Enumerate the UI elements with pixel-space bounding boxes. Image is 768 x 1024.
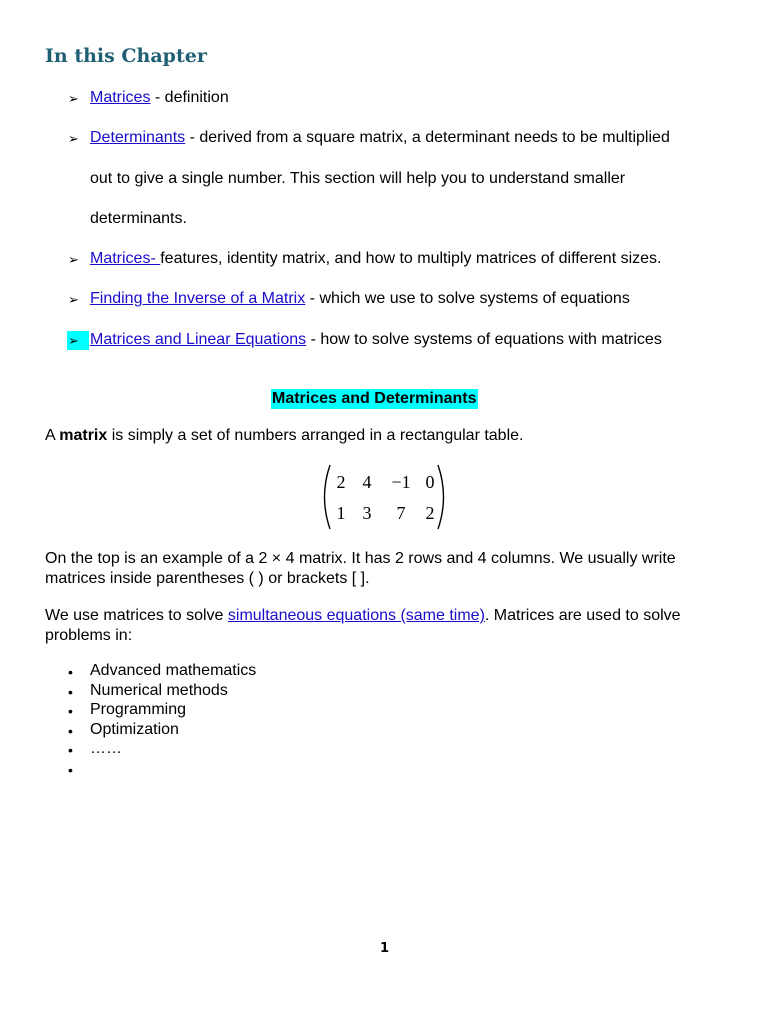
link-determinants[interactable]: Determinants (90, 129, 186, 146)
bullet-icon: • (68, 762, 73, 778)
chapter-item-inverse (90, 290, 630, 308)
chapter-item-matrices (90, 89, 229, 107)
link-linear-equations[interactable]: Matrices and Linear Equations (90, 331, 307, 348)
list-item: Programming (90, 701, 187, 718)
chapter-heading: In this Chapter (45, 45, 207, 67)
item-description: - derived from a square matrix, a determinant needs to be multiplied (185, 129, 670, 146)
link-finding-inverse[interactable]: Finding the Inverse of a Matrix (90, 290, 306, 307)
link-matrices-features[interactable]: Matrices- (90, 250, 161, 267)
intro-text: A (45, 427, 60, 444)
item-description-line-2: out to give a single number. This section will help you to understand smaller (90, 170, 626, 187)
link-matrices[interactable]: Matrices (90, 89, 151, 106)
paragraph-text: . Matrices are used to solve problems in: (45, 607, 681, 644)
bullet-icon: • (68, 723, 73, 739)
arrow-bullet-icon: ➢ (68, 91, 79, 106)
bullet-icon: • (68, 742, 73, 758)
arrow-bullet-icon: ➢ (67, 331, 89, 350)
matrix-cell: 4 (362, 472, 372, 492)
list-item: Advanced mathematics (90, 662, 257, 679)
paragraph-text: We use matrices to solve (45, 607, 228, 624)
arrow-bullet-icon: ➢ (68, 131, 79, 146)
matrix-cell: −1 (391, 472, 411, 492)
item-description-line-3: determinants. (90, 210, 187, 227)
intro-text: is simply a set of numbers arranged in a rectangular table. (107, 427, 524, 444)
uses-paragraph (45, 606, 725, 645)
item-description: - definition (150, 89, 229, 106)
link-simultaneous-equations[interactable]: simultaneous equations (same time) (227, 607, 485, 624)
matrix-cell: 2 (336, 472, 346, 492)
list-item: …… (90, 740, 122, 757)
matrix-cell: 0 (425, 472, 435, 492)
item-description: - how to solve systems of equations with matrices (306, 331, 662, 348)
list-item: Optimization (90, 721, 179, 738)
intro-bold-term: matrix (59, 427, 108, 444)
page-number: 1 (380, 941, 390, 956)
list-item: Numerical methods (90, 682, 228, 699)
matrix-size-paragraph: On the top is an example of a 2 × 4 matrix. It has 2 rows and 4 columns. We usually write matrices inside parentheses ( ) or brackets [ ]. (45, 550, 676, 587)
bullet-icon: • (68, 703, 73, 719)
matrix-cell: 7 (396, 503, 406, 523)
item-description: features, identity matrix, and how to multiply matrices of different sizes. (160, 250, 662, 267)
section-title: Matrices and Determinants (272, 390, 477, 407)
arrow-bullet-icon: ➢ (68, 252, 79, 267)
matrix-intro (45, 427, 523, 445)
matrix-cell: 2 (425, 503, 435, 523)
bullet-icon: • (68, 664, 73, 680)
matrix-example (318, 462, 450, 532)
matrix-cell: 3 (362, 503, 372, 523)
bullet-icon: • (68, 684, 73, 700)
item-description: - which we use to solve systems of equations (305, 290, 630, 307)
chapter-item-linear-equations (90, 331, 662, 349)
matrix-cell: 1 (336, 503, 346, 523)
chapter-item-matrices-features (90, 250, 661, 268)
arrow-bullet-icon: ➢ (68, 292, 79, 307)
chapter-item-determinants (90, 129, 670, 147)
